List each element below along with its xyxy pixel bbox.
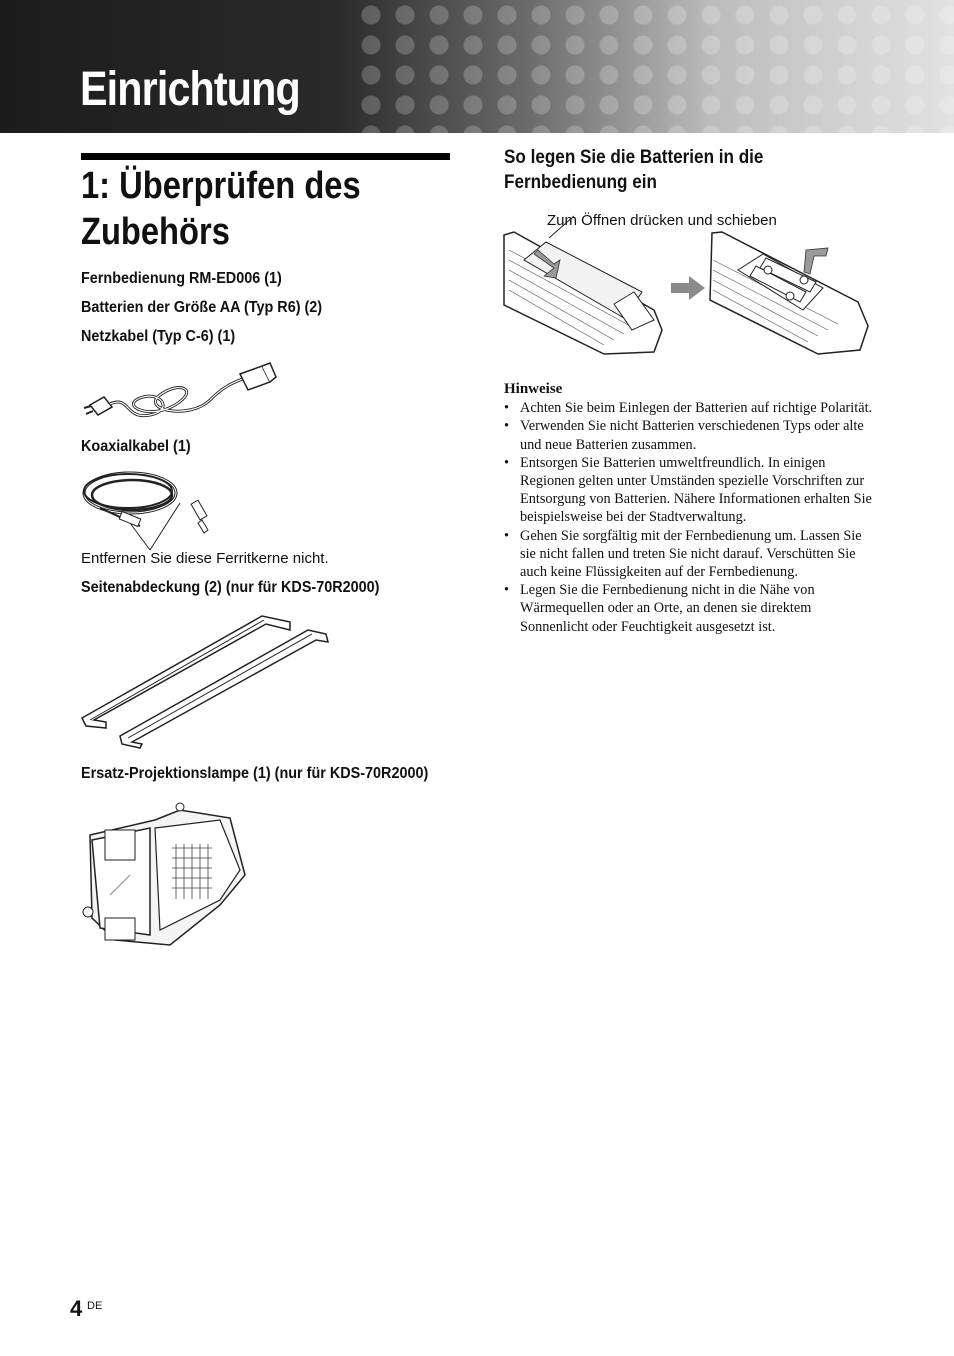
section-title-line2: Zubehörs [81, 211, 230, 253]
notes-block [504, 380, 874, 636]
section-title [81, 163, 425, 255]
projection-lamp-illustration [80, 800, 250, 952]
remote-batteries-illustration [708, 230, 873, 358]
note-item: • Entsorgen Sie Batterien umweltfreundlich. In einigen Regionen gelten unter Umständen spezielle Vorschriften zur Entsorgung von Batterien. Nähere Informationen erhalten Sie beispielsweise bei der Stadtverwaltung. [504, 454, 874, 527]
coax-cable-illustration [80, 468, 220, 553]
item-power-cord: Netzkabel (Typ C-6) (1) [81, 328, 236, 345]
section-title-line1: 1: Überprüfen des [81, 165, 361, 207]
battery-heading-line2: Fernbedienung ein [504, 172, 657, 193]
banner-pattern [354, 0, 954, 133]
note-item: • Legen Sie die Fernbedienung nicht in die Nähe von Wärmequellen oder an Orte, an denen sie direktem Sonnenlicht oder Feuchtigkeit ausgesetzt ist. [504, 581, 874, 636]
side-cover-illustration [80, 610, 332, 750]
open-caption: Zum Öffnen drücken und schieben [547, 212, 777, 229]
header-banner [0, 0, 954, 133]
page-lang: DE [87, 1300, 103, 1312]
note-item: • Gehen Sie sorgfältig mit der Fernbedienung um. Lassen Sie sie nicht fallen und treten Sie nicht darauf. Verschütten Sie auch keine Flüssigkeiten auf der Fernbedienung. [504, 527, 874, 582]
battery-heading [504, 145, 828, 195]
power-cord-illustration [80, 360, 280, 430]
remote-open-illustration [504, 230, 666, 358]
item-lamp: Ersatz-Projektionslampe (1) (nur für KDS-70R2000) [81, 765, 429, 782]
item-side-cover: Seitenabdeckung (2) (nur für KDS-70R2000) [81, 579, 380, 596]
section-rule [81, 153, 450, 160]
item-coax: Koaxialkabel (1) [81, 438, 191, 455]
battery-heading-line1: So legen Sie die Batterien in die [504, 147, 764, 168]
ferrite-caption: Entfernen Sie diese Ferritkerne nicht. [81, 550, 329, 567]
notes-title: Hinweise [504, 381, 563, 397]
note-item: • Achten Sie beim Einlegen der Batterien auf richtige Polarität. [504, 399, 874, 417]
arrow-right-icon [671, 276, 705, 300]
note-item: • Verwenden Sie nicht Batterien verschiedenen Typs oder alte und neue Batterien zusammen. [504, 417, 874, 453]
item-remote: Fernbedienung RM-ED006 (1) [81, 270, 282, 287]
item-batteries: Batterien der Größe AA (Typ R6) (2) [81, 299, 323, 316]
notes-list [504, 399, 874, 636]
page-number: 4 [70, 1296, 83, 1321]
banner-title: Einrichtung [80, 63, 300, 116]
